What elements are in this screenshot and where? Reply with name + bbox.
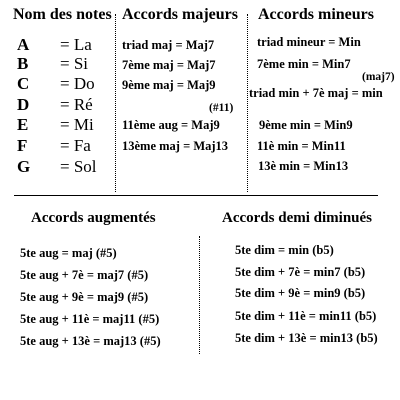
majeur-item: 13ème maj = Maj13 xyxy=(122,139,229,153)
augmente-item: 5te aug + 7è = maj7 (#5) xyxy=(20,268,149,282)
note-name-e: = Mi xyxy=(60,115,94,134)
diminue-item: 5te dim + 7è = min7 (b5) xyxy=(235,265,366,279)
diminue-item: 5te dim = min (b5) xyxy=(235,243,334,257)
section-divider xyxy=(14,195,378,196)
augmente-item: 5te aug + 11è = maj11 (#5) xyxy=(20,312,160,326)
mineur-item: triad min + 7è maj = min xyxy=(249,86,383,100)
augmente-item: 5te aug + 13è = maj13 (#5) xyxy=(20,334,161,348)
diminue-item: 5te dim + 9è = min9 (b5) xyxy=(235,286,366,300)
note-name-c: = Do xyxy=(60,74,95,93)
mineur-item: 11è min = Min11 xyxy=(257,139,346,153)
note-letter-d: D xyxy=(17,95,30,114)
note-name-d: = Ré xyxy=(60,95,93,114)
note-name-a: = La xyxy=(60,35,92,54)
majeur-note-sharp11: (#11) xyxy=(209,102,234,114)
diminue-item: 5te dim + 13è = min13 (b5) xyxy=(235,331,378,345)
diminue-item: 5te dim + 11è = min11 (b5) xyxy=(235,309,377,323)
note-letter-a: A xyxy=(17,35,30,54)
note-letter-g: G xyxy=(17,157,31,176)
mineur-item: 13è min = Min13 xyxy=(258,159,349,173)
header-accords-majeurs: Accords majeurs xyxy=(122,6,238,23)
note-letter-b: B xyxy=(17,54,29,73)
mineur-item: 9ème min = Min9 xyxy=(259,118,353,132)
mineur-item: triad mineur = Min xyxy=(257,35,361,49)
note-letter-f: F xyxy=(17,136,28,155)
divider-augmentes-diminues xyxy=(199,236,200,354)
note-letter-e: E xyxy=(17,115,29,134)
mineur-item: 7ème min = Min7 xyxy=(257,57,351,71)
majeur-item: 11ème aug = Maj9 xyxy=(122,118,220,132)
header-accords-mineurs: Accords mineurs xyxy=(258,6,374,23)
header-accords-demi-diminues: Accords demi diminués xyxy=(222,210,372,226)
divider-majeurs-mineurs xyxy=(247,14,248,192)
augmente-item: 5te aug + 9è = maj9 (#5) xyxy=(20,290,149,304)
mineur-note-maj7: (maj7) xyxy=(362,71,395,83)
divider-notes-majeurs xyxy=(115,14,116,192)
note-name-f: = Fa xyxy=(60,136,91,155)
augmente-item: 5te aug = maj (#5) xyxy=(20,246,117,260)
majeur-item: 7ème maj = Maj7 xyxy=(122,58,216,72)
header-notes: Nom des notes xyxy=(13,6,112,23)
majeur-item: triad maj = Maj7 xyxy=(122,38,215,52)
note-name-b: = Si xyxy=(60,54,89,73)
note-name-g: = Sol xyxy=(60,157,97,176)
majeur-item: 9ème maj = Maj9 xyxy=(122,78,216,92)
note-letter-c: C xyxy=(17,74,30,93)
header-accords-augmentes: Accords augmentés xyxy=(31,210,156,226)
